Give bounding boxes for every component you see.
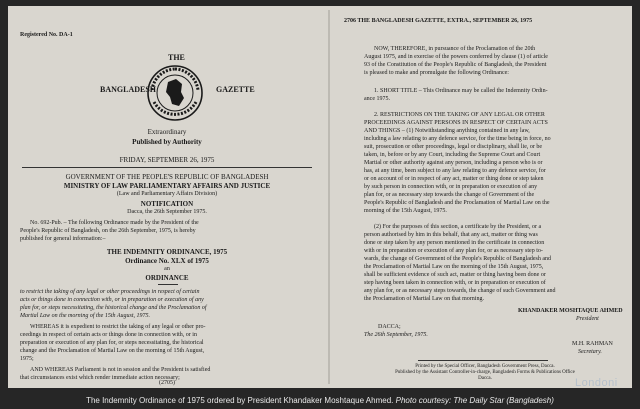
now-therefore-line: is pleased to make and promulgate the following Ordinance: — [364, 70, 509, 76]
whereas-line: 1975; — [20, 356, 34, 362]
subsection-2-line: shall be sufficient evidence of such act, matter or thing having been done or — [364, 272, 546, 278]
signature-place: DACCA; — [378, 324, 401, 330]
government-seal-icon — [146, 64, 204, 122]
subsection-2-line: (2) For the purposes of this section, a certificate by the President, or a — [374, 224, 542, 230]
page-number: (2705) — [159, 380, 175, 386]
preamble-line: plan for, or steps necessitating, the historical change and the Proclamation of — [20, 305, 207, 311]
caption-text: The Indemnity Ordinance of 1975 ordered by President Khandaker Moshtaque Ahmed. — [86, 396, 394, 405]
short-title-line: 1. SHORT TITLE – This Ordinance may be called the Indemnity Ordin- — [374, 88, 548, 94]
division-line: (Law and Parliamentary Affairs Division) — [116, 191, 218, 197]
now-therefore-line: NOW, THEREFORE, in pursuance of the Proclamation of the 20th — [374, 46, 536, 52]
section-2-line: 2. RESTRICTIONS ON THE TAKING OF ANY LEGAL OR OTHER — [374, 112, 545, 118]
subsection-2-line: the Proclamation of Martial Law on that morning. — [364, 296, 484, 302]
gazette-date: FRIDAY, SEPTEMBER 26, 1975 — [119, 156, 215, 164]
signature-date: The 26th September, 1975. — [364, 332, 428, 338]
secretary-name: M.H. RAHMAN — [572, 341, 613, 347]
whereas-line: ceedings in respect of certain acts or things done in connection with, or in — [20, 332, 197, 338]
subsection-2-line: the Proclamation of Martial Law on the morning of the 15th August, 1975, — [364, 264, 544, 270]
notification-para-line: published for general information:– — [20, 236, 106, 242]
masthead-the: THE — [168, 53, 185, 62]
preamble-line: acts or things done in connection with, or in preparation or execution of any — [20, 297, 204, 303]
preamble-line: to restrict the taking of any legal or other proceedings in respect of certain — [20, 289, 200, 295]
subsection-2-line: wards, the change of Government of the People's Republic of Bangladesh and — [364, 256, 552, 262]
section-2-line: including a law relating to any defence service, for the time being in force, no — [364, 136, 551, 142]
gazette-page-right — [338, 6, 632, 388]
preamble-line: Martial Law on the morning of the 15th August, 1975. — [20, 313, 151, 319]
page-fold — [328, 10, 330, 384]
subsection-2-line: done or step taken by any person mentioned in the certificate in connection — [364, 240, 545, 246]
whereas-line: preparation or execution of any plan for, or steps necessitating, the historical — [20, 340, 204, 346]
short-title-line: ance 1975. — [364, 96, 390, 102]
ordinance-number: Ordinance No. XLX of 1975 — [125, 257, 209, 265]
published-by-authority: Published by Authority — [132, 138, 202, 146]
section-2-line: taken, in, before or by any Court, including the Supreme Court and Court — [364, 152, 541, 158]
section-2-line: Martial or other authority against any person, including a person who is or — [364, 160, 543, 166]
ministry-line: MINISTRY OF LAW PARLIAMENTARY AFFAIRS AND JUSTICE — [63, 182, 271, 190]
notification-label: NOTIFICATION — [140, 200, 194, 208]
section-2-line: plan for, or as necessary step towards the change of Government of the — [364, 192, 535, 198]
ordinance-an: an — [164, 266, 170, 272]
secretary-title: Secretary. — [578, 349, 602, 355]
now-therefore-line: August 1975, and in exercise of the powers conferred by clause (1) of article — [364, 54, 548, 60]
imprint-line: Printed by the Special Officer, Bangladesh Government Press, Dacca. — [415, 364, 555, 369]
imprint-rule — [418, 360, 548, 361]
watermark-logo: Londoni — [575, 377, 618, 389]
subsection-2-line: with or in preparation or execution of any plan for, or as necessary step to- — [364, 248, 543, 254]
and-whereas-line: AND WHEREAS Parliament is not in session and the President is satisfied — [30, 367, 211, 373]
gazette-page-left — [8, 6, 326, 388]
whereas-line: WHEREAS it is expedient to restrict the taking of any legal or other pro- — [30, 324, 206, 330]
imprint-line: Published by the Assistant Controller-in-charge, Bangladesh Forms & Publications Office — [395, 370, 575, 375]
now-therefore-line: 93 of the Constitution of the People's Republic of Bangladesh, the President — [364, 62, 547, 68]
subsection-2-line: any plan for, or as necessary steps towards, the change of such Government and — [364, 288, 556, 294]
caption-courtesy-source: The Daily Star (Bangladesh) — [453, 396, 554, 405]
imprint-line: Dacca. — [478, 376, 492, 381]
section-2-line: AND THINGS – (1) Notwithstanding anything contained in any law, — [364, 128, 530, 134]
notification-para-line: No. 692-Pub. – The following Ordinance made by the President of the — [30, 220, 199, 226]
subsection-2-line: person authorised by him in this behalf, that any act, matter or thing was — [364, 232, 538, 238]
gazette-page — [8, 6, 632, 388]
government-line: GOVERNMENT OF THE PEOPLE'S REPUBLIC OF BANGLADESH — [65, 173, 269, 181]
ordinance-rule — [158, 284, 178, 285]
section-2-line: by such person in connection with, or in preparation or execution of any — [364, 184, 538, 190]
section-2-line: People's Republic of Bangladesh and the Proclamation of Martial Law on the — [364, 200, 550, 206]
masthead-rule — [22, 167, 312, 168]
caption-courtesy-prefix: Photo courtesy: — [395, 396, 454, 405]
registration-number: Registered No. DA-1 — [20, 32, 73, 38]
masthead-gazette: GAZETTE — [216, 85, 255, 94]
and-whereas-line: that circumstances exist which render immediate action necessary; — [20, 375, 180, 381]
section-2-line: has, at any time, been subject to any law relating to any defence service, for — [364, 168, 546, 174]
section-2-line: suit, prosecution or other proceedings, legal or disciplinary, shall lie, or be — [364, 144, 543, 150]
ordinance-title: THE INDEMNITY ORDINANCE, 1975 — [106, 248, 228, 256]
signatory-title: President — [576, 316, 599, 322]
running-header: 2706 THE BANGLADESH GAZETTE, EXTRA., SEPTEMBER 26, 1975 — [344, 18, 533, 24]
section-2-line: morning of the 15th August, 1975. — [364, 208, 447, 214]
section-2-line: PROCEEDINGS AGAINST PERSONS IN RESPECT OF CERTAIN ACTS — [364, 120, 548, 126]
notification-para-line: People's Republic of Bangladesh, on the 26th September, 1975, is hereby — [20, 228, 196, 234]
extraordinary-label: Extraordinary — [147, 128, 187, 136]
ordinance-label: ORDINANCE — [145, 274, 189, 282]
whereas-line: change and the Proclamation of Martial Law on the morning of 15th August, — [20, 348, 205, 354]
section-2-line: or on account of or in respect of any act, matter or thing done or step taken — [364, 176, 544, 182]
masthead-bangladesh: BANGLADESH — [100, 85, 157, 94]
photo-caption — [0, 392, 640, 409]
subsection-2-line: step having been taken in connection with, or in preparation or execution of — [364, 280, 546, 286]
signatory-name: KHANDAKER MOSHTAQUE AHMED — [518, 308, 623, 314]
notification-date: Dacca, the 26th September 1975. — [127, 209, 207, 215]
